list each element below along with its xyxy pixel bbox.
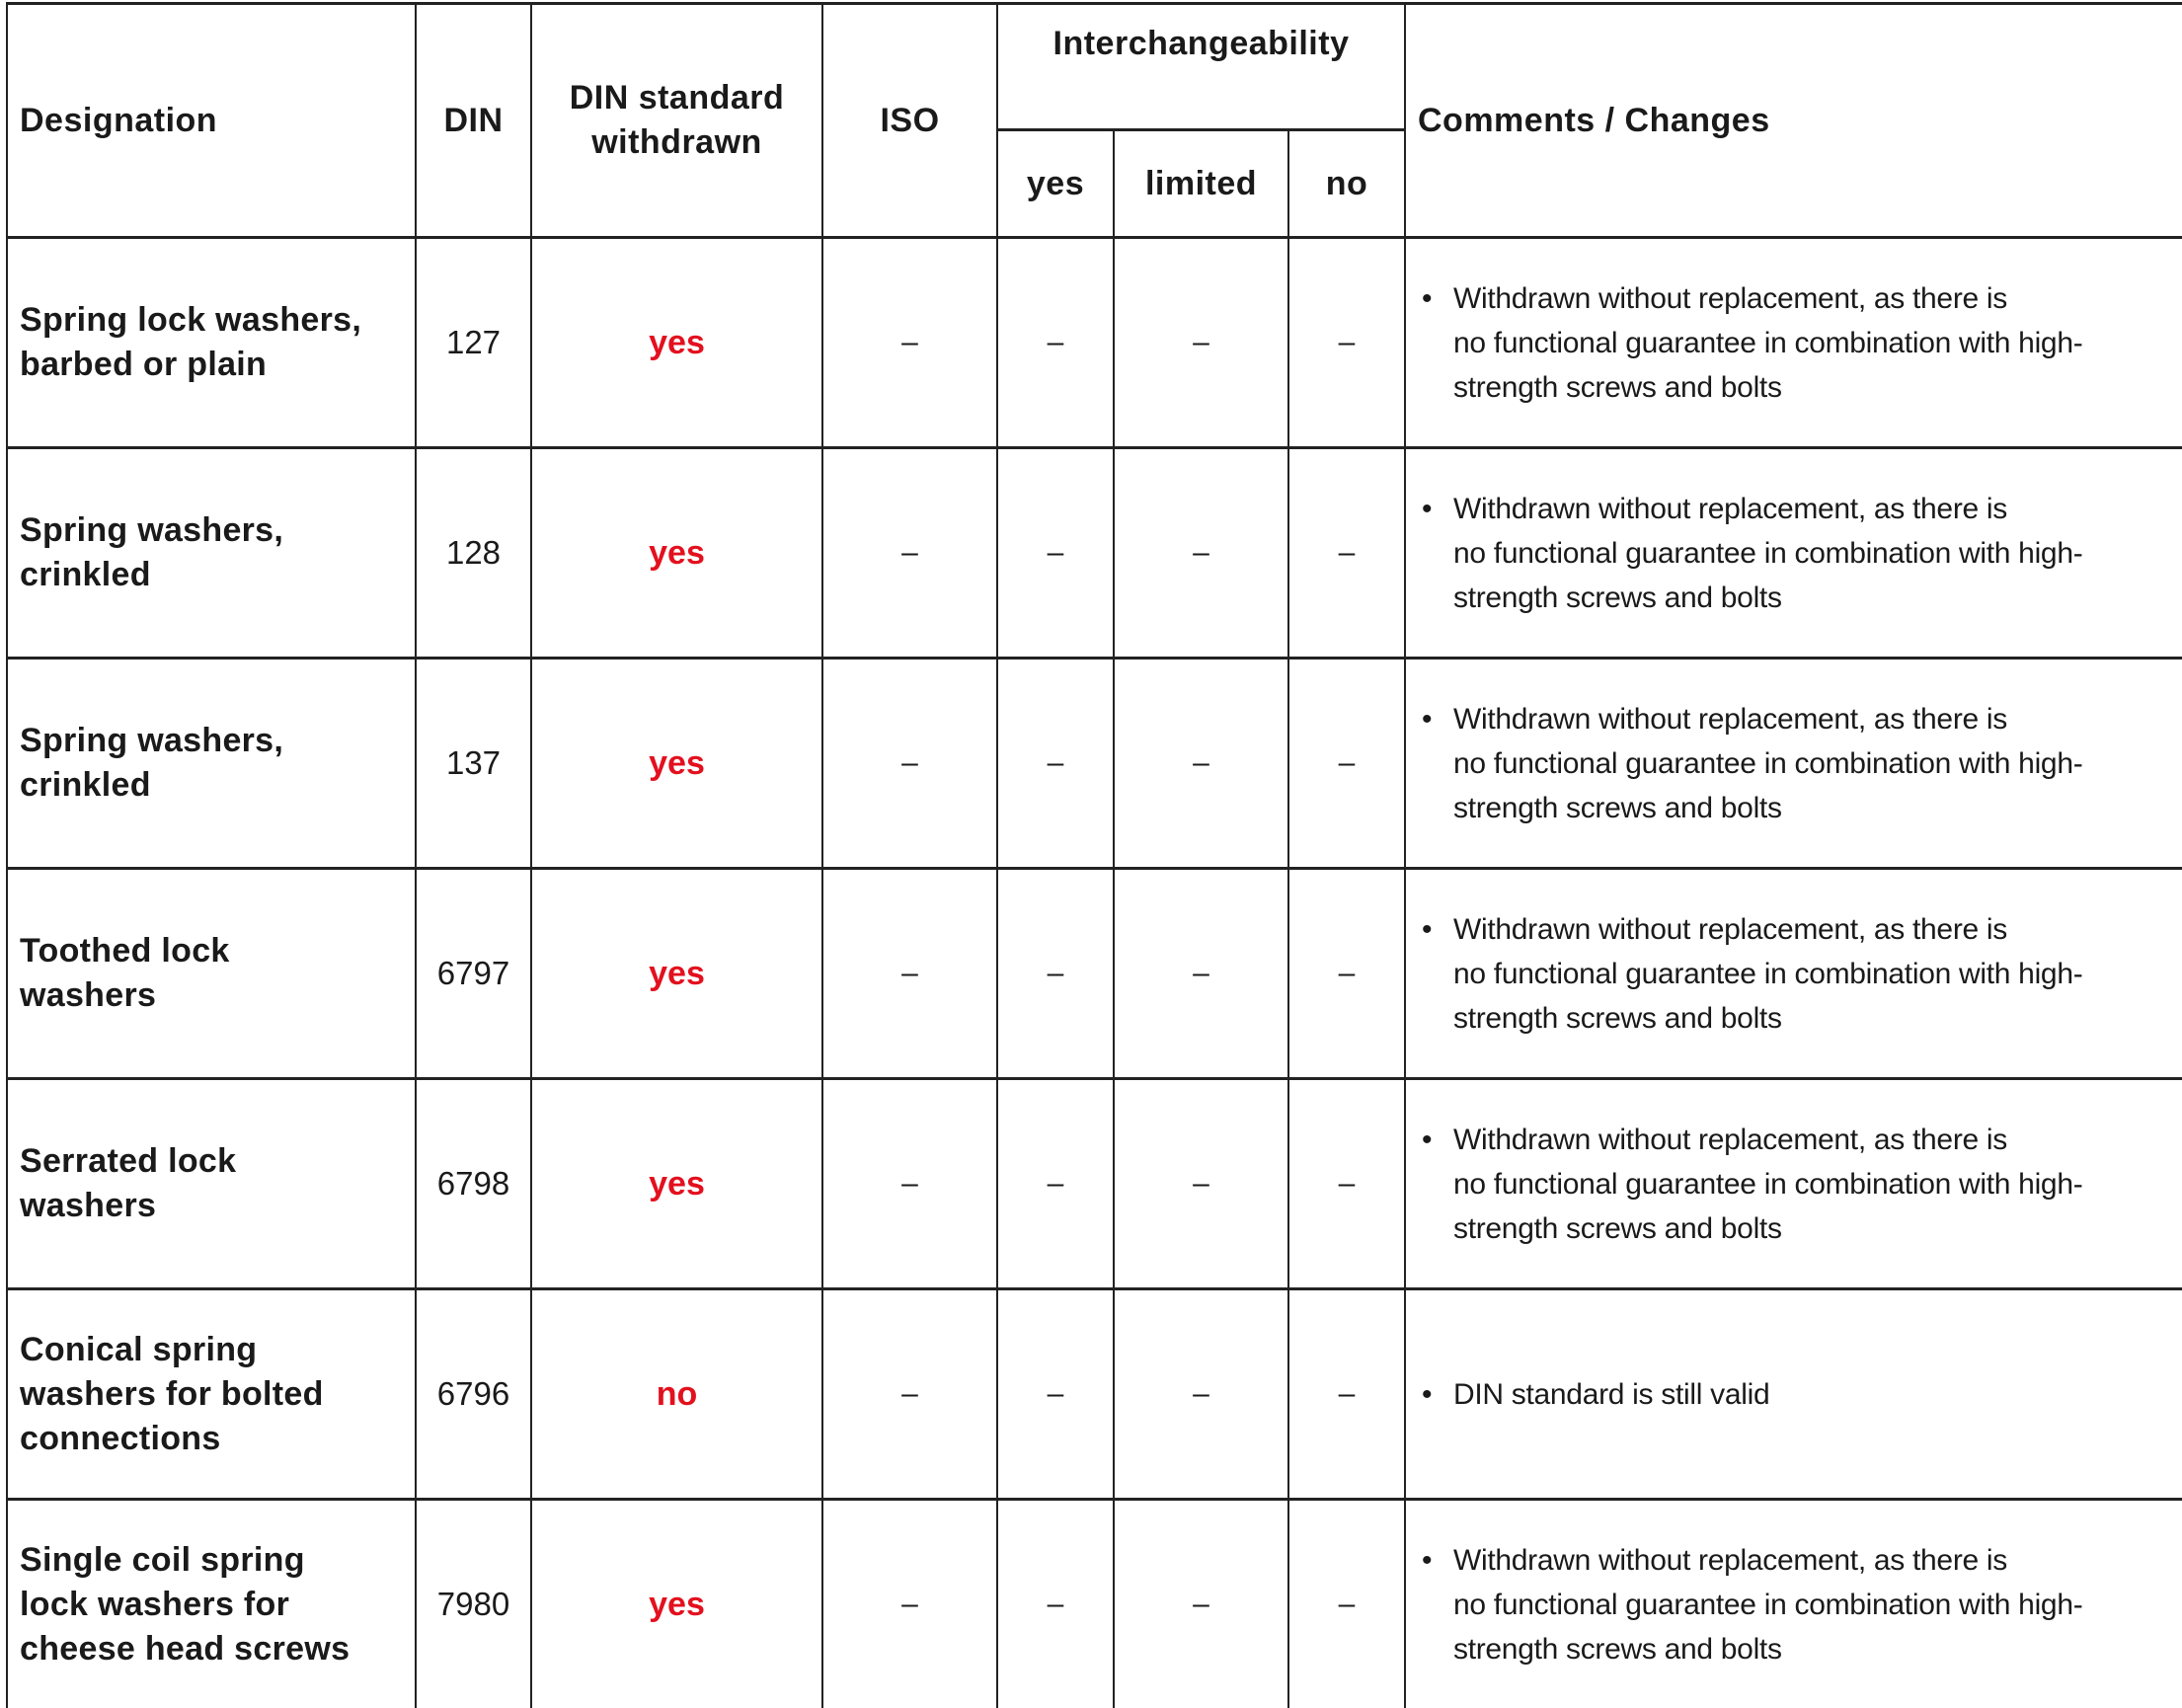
yes-cell: – [997,1500,1114,1708]
header-interchangeability: Interchangeability [997,4,1405,130]
comment-line: strength screws and bolts [1453,1627,2082,1671]
comment-line: strength screws and bolts [1453,786,2082,830]
designation-line: lock washers for [20,1583,415,1627]
din-withdrawn-cell: yes [531,1500,822,1708]
yes-cell: – [997,869,1114,1079]
designation-line: cheese head screws [20,1627,415,1671]
yes-cell: – [997,1079,1114,1289]
comment-line: Withdrawn without replacement, as there is [1453,487,2082,531]
header-din-withdrawn-line1: DIN standard [532,76,821,120]
designation-line: Spring washers, [20,508,415,553]
din-number-cell: 137 [416,659,531,869]
comment-line: DIN standard is still valid [1453,1372,1769,1417]
limited-cell: – [1114,1079,1288,1289]
bullet-icon: • [1422,697,1453,830]
yes-cell: – [997,448,1114,659]
header-din [416,4,531,238]
designation-cell [7,1289,416,1500]
no-cell: – [1288,869,1405,1079]
designation-line: Spring lock washers, [20,298,415,343]
table-row [7,238,2182,448]
din-withdrawn-cell: yes [531,659,822,869]
comment-line: Withdrawn without replacement, as there is [1453,276,2082,321]
designation-line: Conical spring [20,1328,415,1372]
din-withdrawn-cell: yes [531,238,822,448]
table-header [7,4,2182,238]
designation-line: crinkled [20,553,415,597]
table-row [7,448,2182,659]
designation-line: washers [20,973,415,1018]
din-number-cell: 128 [416,448,531,659]
designation-line: connections [20,1417,415,1461]
designation-line: barbed or plain [20,343,415,387]
comment-text [1453,1118,2082,1251]
din-number-cell: 6796 [416,1289,531,1500]
designation-line: washers [20,1184,415,1228]
yes-cell: – [997,1289,1114,1500]
header-comments: Comments / Changes [1405,4,2182,238]
comment-cell [1405,1079,2182,1289]
iso-cell: – [822,659,997,869]
header-iso: ISO [822,4,997,238]
yes-cell: – [997,238,1114,448]
comment-line: strength screws and bolts [1453,996,2082,1041]
bullet-icon: • [1422,1538,1453,1671]
din-standards-table [6,2,2182,1708]
no-cell: – [1288,659,1405,869]
iso-cell: – [822,1289,997,1500]
comment-bullet-item [1422,487,2182,620]
table-body [7,238,2182,1708]
header-interchangeability-limited: limited [1114,130,1288,238]
comment-line: strength screws and bolts [1453,1206,2082,1251]
din-withdrawn-cell: yes [531,448,822,659]
comment-line: no functional guarantee in combination with high- [1453,1162,2082,1206]
designation-line: washers for bolted [20,1372,415,1417]
comment-cell [1405,448,2182,659]
limited-cell: – [1114,448,1288,659]
iso-cell: – [822,869,997,1079]
designation-cell [7,238,416,448]
no-cell: – [1288,1289,1405,1500]
comment-text [1453,487,2082,620]
table-row [7,1079,2182,1289]
no-cell: – [1288,1079,1405,1289]
comment-cell [1405,1500,2182,1708]
comment-line: strength screws and bolts [1453,576,2082,620]
comment-line: Withdrawn without replacement, as there is [1453,907,2082,952]
comment-bullet-item [1422,276,2182,410]
comment-cell [1405,1289,2182,1500]
iso-cell: – [822,1079,997,1289]
bullet-icon: • [1422,907,1453,1041]
designation-cell [7,869,416,1079]
table-row [7,1289,2182,1500]
header-din-label: DIN [443,102,503,139]
table-row [7,659,2182,869]
comment-line: Withdrawn without replacement, as there is [1453,1118,2082,1162]
limited-cell: – [1114,1289,1288,1500]
comment-bullet-item [1422,907,2182,1041]
table-row [7,1500,2182,1708]
comment-text [1453,1372,1769,1417]
limited-cell: – [1114,238,1288,448]
yes-cell: – [997,659,1114,869]
comment-line: no functional guarantee in combination with high- [1453,1583,2082,1627]
designation-line: Toothed lock [20,929,415,973]
comment-line: no functional guarantee in combination with high- [1453,952,2082,996]
designation-cell [7,1500,416,1708]
din-number-cell: 6797 [416,869,531,1079]
limited-cell: – [1114,659,1288,869]
table-row [7,869,2182,1079]
comment-bullet-item [1422,1538,2182,1671]
designation-cell [7,1079,416,1289]
comment-text [1453,697,2082,830]
iso-cell: – [822,238,997,448]
bullet-icon: • [1422,487,1453,620]
designation-line: Spring washers, [20,719,415,763]
comment-text [1453,907,2082,1041]
comment-cell [1405,869,2182,1079]
iso-cell: – [822,1500,997,1708]
comment-cell [1405,238,2182,448]
comment-text [1453,1538,2082,1671]
din-withdrawn-cell: no [531,1289,822,1500]
din-number-cell: 7980 [416,1500,531,1708]
comment-line: no functional guarantee in combination with high- [1453,741,2082,786]
din-number-cell: 127 [416,238,531,448]
designation-line: Single coil spring [20,1538,415,1583]
comment-bullet-item [1422,1118,2182,1251]
limited-cell: – [1114,869,1288,1079]
no-cell: – [1288,448,1405,659]
comment-text [1453,276,2082,410]
designation-line: crinkled [20,763,415,808]
no-cell: – [1288,238,1405,448]
bullet-icon: • [1422,1118,1453,1251]
comment-bullet-item [1422,697,2182,830]
header-designation: Designation [7,4,416,238]
comment-line: no functional guarantee in combination with high- [1453,531,2082,576]
din-withdrawn-cell: yes [531,1079,822,1289]
designation-cell [7,448,416,659]
header-din-withdrawn [531,4,822,238]
comment-line: no functional guarantee in combination with high- [1453,321,2082,365]
comment-bullet-item [1422,1372,2182,1417]
no-cell: – [1288,1500,1405,1708]
comment-cell [1405,659,2182,869]
comment-line: Withdrawn without replacement, as there is [1453,697,2082,741]
iso-cell: – [822,448,997,659]
bullet-icon: • [1422,276,1453,410]
comment-line: Withdrawn without replacement, as there is [1453,1538,2082,1583]
din-number-cell: 6798 [416,1079,531,1289]
header-interchangeability-yes: yes [997,130,1114,238]
header-interchangeability-no: no [1288,130,1405,238]
limited-cell: – [1114,1500,1288,1708]
din-withdrawn-cell: yes [531,869,822,1079]
header-din-withdrawn-line2: withdrawn [532,120,821,165]
comment-line: strength screws and bolts [1453,365,2082,410]
bullet-icon: • [1422,1372,1453,1417]
designation-line: Serrated lock [20,1139,415,1184]
designation-cell [7,659,416,869]
